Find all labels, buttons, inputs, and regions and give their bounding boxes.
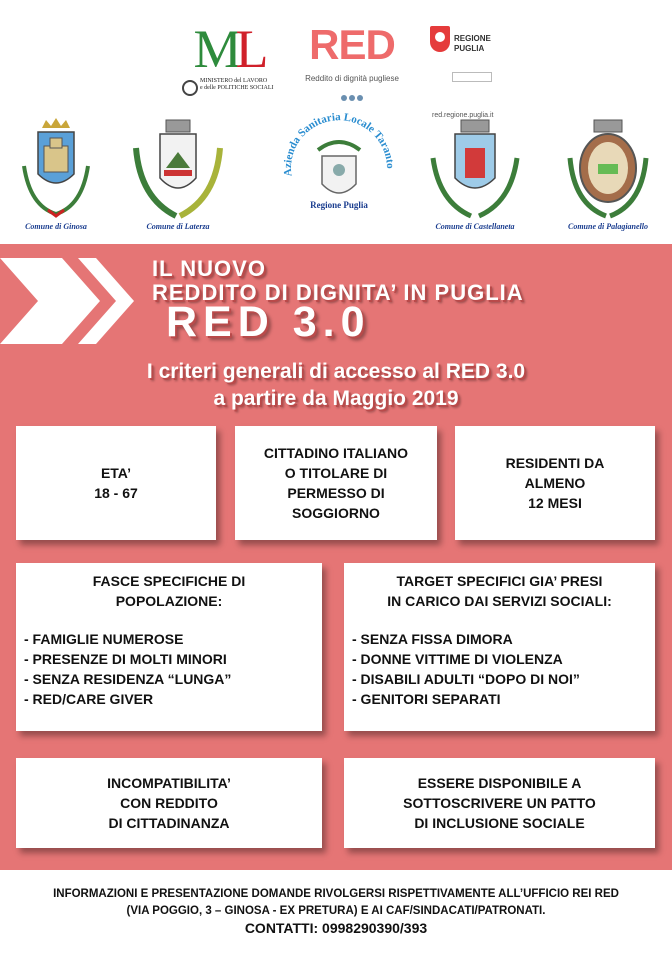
crest-castellaneta xyxy=(420,118,530,231)
card-residenti-line2: ALMENO xyxy=(524,475,586,491)
card-cittadino xyxy=(235,426,437,540)
card-fasce-title1: FASCE SPECIFICHE DI xyxy=(92,573,246,589)
card-cittadino-line2: O TITOLARE DI xyxy=(284,465,388,481)
regione-name-line2: PUGLIA xyxy=(454,44,485,53)
card-residenti xyxy=(455,426,655,540)
card-patto-line2: SOTTOSCRIVERE UN PATTO xyxy=(403,795,596,811)
red-logo-subtitle: Reddito di dignità pugliese xyxy=(305,74,399,83)
red-logo-mark: RED xyxy=(309,21,395,68)
italian-emblem-icon xyxy=(182,80,198,96)
card-target-specifici xyxy=(344,563,655,731)
card-target-title2: IN CARICO DAI SERVIZI SOCIALI: xyxy=(387,593,612,609)
regione-shield-icon xyxy=(430,26,450,52)
target-list xyxy=(352,629,655,709)
card-residenti-line3: 12 MESI xyxy=(528,495,582,511)
crest-caption-ginosa: Comune di Ginosa xyxy=(25,222,87,231)
ministero-text-line2: e delle POLITICHE SOCIALI xyxy=(200,85,274,91)
card-target-title1: TARGET SPECIFICI GIA’ PRESI xyxy=(396,573,603,589)
card-residenti-line1: RESIDENTI DA xyxy=(505,455,605,471)
card-cittadino-line3: PERMESSO DI xyxy=(287,485,385,501)
card-cittadino-line1: CITTADINO ITALIANO xyxy=(263,445,409,461)
card-fasce-title2: POPOLAZIONE: xyxy=(115,593,223,609)
card-eta-line2: 18 - 67 xyxy=(94,485,138,501)
header-red-3-title: RED 3.0 xyxy=(166,298,371,346)
card-incompatibilita xyxy=(16,758,322,848)
regione-name-line1: REGIONE xyxy=(454,34,491,43)
asl-taranto-logo xyxy=(274,106,404,236)
crest-caption-laterza: Comune di Laterza xyxy=(146,222,210,231)
card-fasce-specifiche xyxy=(16,563,322,731)
header-line2: REDDITO DI DIGNITA’ IN PUGLIA xyxy=(152,280,524,305)
ministero-text-line1: MINISTERO del LAVORO xyxy=(200,78,268,84)
palagianello-crest-icon xyxy=(560,118,656,222)
list-item: - SENZA RESIDENZA “LUNGA” xyxy=(24,671,232,687)
list-item: - SENZA FISSA DIMORA xyxy=(352,631,513,647)
header-line1: IL NUOVO xyxy=(152,256,266,281)
castellaneta-crest-icon xyxy=(427,118,523,222)
list-item: - RED/CARE GIVER xyxy=(24,691,154,707)
card-patto-line1: ESSERE DISPONIBILE A xyxy=(417,775,582,791)
laterza-crest-icon xyxy=(130,118,226,222)
subtitle-line2: a partire da Maggio 2019 xyxy=(213,387,459,410)
red-logo-dots xyxy=(296,88,408,106)
subtitle-line1: I criteri generali di accesso al RED 3.0 xyxy=(146,360,526,383)
ml-letter-m: M xyxy=(193,19,236,79)
card-eta xyxy=(16,426,216,540)
card-incompat-line2: CON REDDITO xyxy=(120,795,218,811)
ministero-lavoro-logo xyxy=(180,19,276,91)
card-incompat-line1: INCOMPATIBILITA’ xyxy=(107,775,231,791)
footer-info-line1: INFORMAZIONI E PRESENTAZIONE DOMANDE RIVOLGERSI RISPETTIVAMENTE ALL’UFFICIO REI RED xyxy=(53,888,619,900)
red-logo xyxy=(296,22,408,106)
list-item: - DISABILI ADULTI “DOPO DI NOI” xyxy=(352,671,580,687)
list-item: - GENITORI SEPARATI xyxy=(352,691,501,707)
card-cittadino-line4: SOGGIORNO xyxy=(292,505,380,521)
crest-caption-castellaneta: Comune di Castellaneta xyxy=(435,222,515,231)
regione-url: red.regione.puglia.it xyxy=(432,112,494,119)
crest-laterza xyxy=(128,118,228,231)
ginosa-crest-icon xyxy=(16,118,96,222)
footer-info-line2: (VIA POGGIO, 3 – GINOSA - EX PRETURA) E AI CAF/SINDACATI/PATRONATI. xyxy=(126,905,546,917)
card-incompat-line3: DI CITTADINANZA xyxy=(108,815,230,831)
ml-letter-l: L xyxy=(235,19,263,79)
crest-palagianello xyxy=(552,118,664,231)
asl-arc-text: Azienda Sanitaria Locale Taranto xyxy=(281,111,397,177)
footer-contacts: CONTATTI: 0998290390/393 xyxy=(244,920,428,936)
fasce-list xyxy=(24,629,322,709)
chevron-arrow-icon xyxy=(0,258,140,344)
list-item: - PRESENZE DI MOLTI MINORI xyxy=(24,651,227,667)
card-eta-line1: ETA’ xyxy=(100,465,132,481)
card-patto-line3: DI INCLUSIONE SOCIALE xyxy=(414,815,585,831)
card-patto-inclusione xyxy=(344,758,655,848)
asl-region-label: Regione Puglia xyxy=(310,200,368,210)
list-item: - FAMIGLIE NUMEROSE xyxy=(24,631,184,647)
eu-flags-icon xyxy=(452,72,492,82)
crest-ginosa xyxy=(10,118,102,231)
crest-caption-palagianello: Comune di Palagianello xyxy=(567,222,648,231)
list-item: - DONNE VITTIME DI VIOLENZA xyxy=(352,651,563,667)
